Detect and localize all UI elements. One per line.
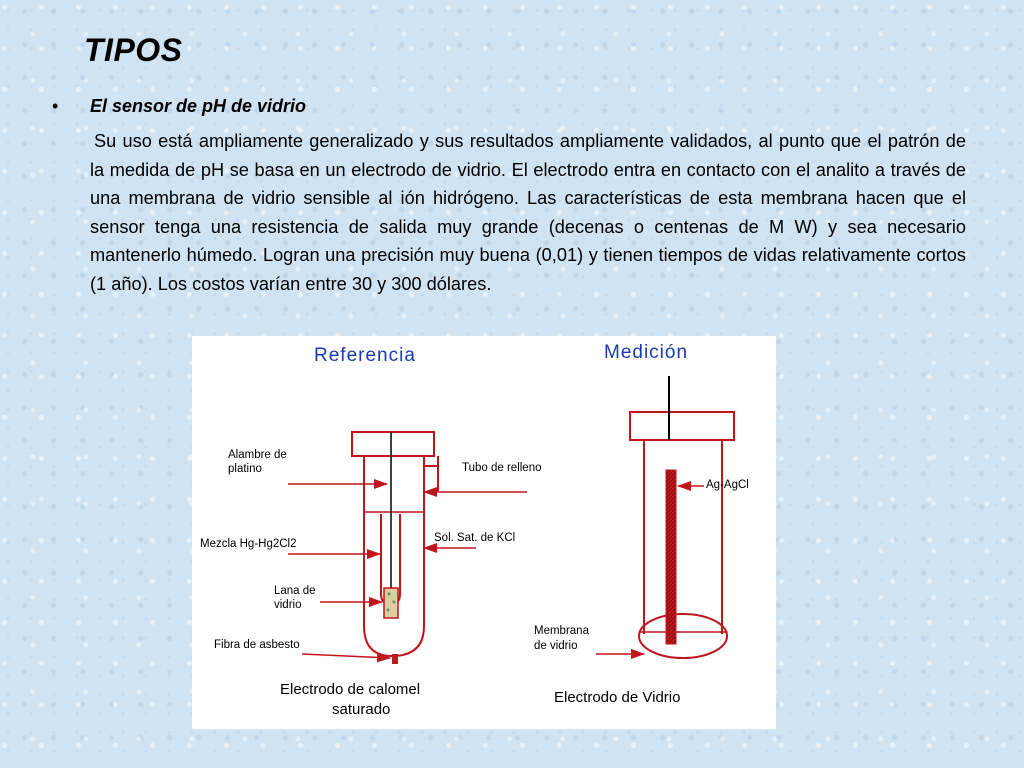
electrode-diagram-svg — [192, 336, 776, 729]
label-platinum-wire-line2: platino — [228, 463, 262, 475]
glass-electrode-cap — [630, 412, 734, 440]
arrow-asbestos — [302, 654, 390, 658]
bullet-item — [52, 96, 306, 117]
bullet-marker: • — [52, 96, 59, 116]
label-asbestos: Fibra de asbesto — [214, 639, 300, 651]
measurement-caption: Electrodo de Vidrio — [554, 689, 681, 706]
measurement-header: Medición — [604, 342, 689, 363]
label-glass-wool-line2: vidrio — [274, 599, 302, 611]
asbestos-fiber — [392, 654, 398, 664]
label-glass-wool-line1: Lana de — [274, 585, 316, 597]
label-platinum-wire-line1: Alambre de — [228, 449, 287, 461]
reference-caption-line1: Electrodo de calomel — [280, 681, 421, 698]
glass-membrane-bulb — [639, 614, 727, 658]
label-agcl: Ag-AgCl — [706, 479, 749, 491]
reference-cap — [352, 432, 434, 456]
glass-wool — [384, 588, 398, 618]
label-mixture: Mezcla Hg-Hg2Cl2 — [200, 538, 297, 550]
electrode-diagram — [192, 336, 776, 729]
label-kcl: Sol. Sat. de KCl — [434, 532, 516, 544]
label-membrane-line2: de vidrio — [534, 640, 578, 652]
reference-caption-line2: saturado — [332, 701, 391, 718]
glass-electrode-body — [630, 412, 734, 658]
calomel-electrode-body — [352, 432, 438, 656]
label-membrane-line1: Membrana — [534, 625, 589, 637]
label-fill-tube: Tubo de relleno — [462, 462, 542, 474]
reference-header: Referencia — [314, 345, 416, 366]
reference-outer-tube — [364, 456, 424, 656]
bullet-heading: El sensor de pH de vidrio — [90, 96, 307, 116]
body-paragraph: Su uso está ampliamente generalizado y sus resultados ampliamente validados, al punto que el patrón de la medida de pH se basa en un electrodo de vidrio. El electrodo entra en contacto con el analito a través de una membrana de vidrio sensible al ión hidrógeno. Las características de esta membrana hacen que el sensor tenga una resistencia de salida muy grande (decenas o centenas de M W) y sea necesario mantenerlo húmedo. Logran una precisión muy buena (0,01) y tienen tiempos de vidas relativamente cortos (1 año). Los costos varían entre 30 y 300 dólares. — [90, 131, 966, 294]
slide-title: TIPOS — [84, 32, 183, 68]
ag-agcl-rod — [666, 470, 676, 644]
